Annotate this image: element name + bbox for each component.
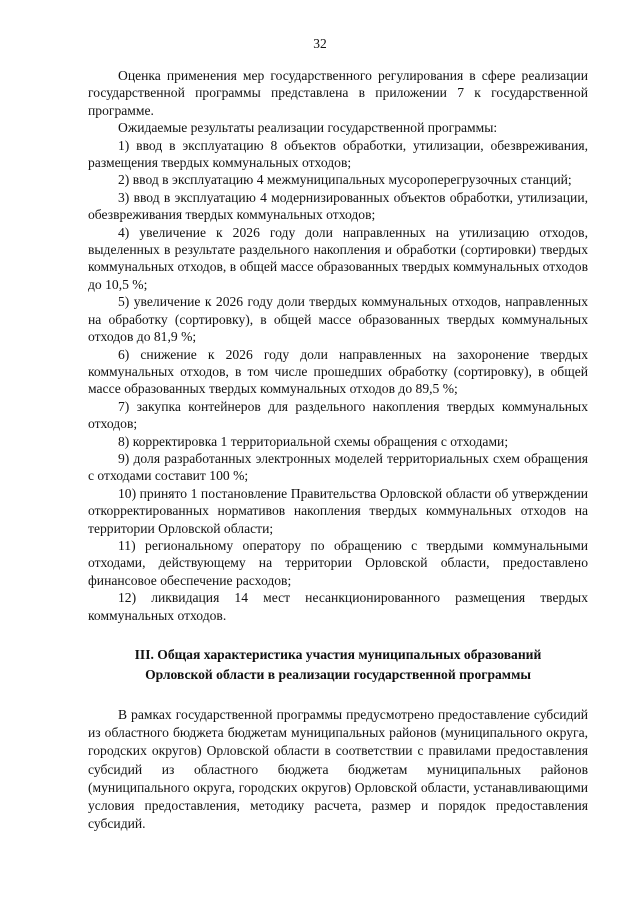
- section-heading-line-2: Орловской области в реализации государственной программы: [145, 667, 531, 682]
- result-item-11: 11) региональному оператору по обращению с твердыми коммунальными отходами, действующему на территории Орловской области, предоставлено финансовое обеспечение расходов;: [88, 537, 588, 588]
- section-paragraph: В рамках государственной программы предусмотрено предоставление субсидий из областного бюджета бюджетам муниципальных районов (муниципального округа, городских округов) Орловской области в соответствии с правилами предоставления субсидий из областного бюджета бюджетам муниципальных районов (муниципального округа, городских округов) Орловской области, устанавливающими условия предоставления, методику расчета, размер и порядок предоставления субсидий.: [88, 707, 588, 832]
- result-item-9: 9) доля разработанных электронных моделей территориальных схем обращения с отходами составит 100 %;: [88, 450, 588, 484]
- result-item-2: 2) ввод в эксплуатацию 4 межмуниципальных мусороперегрузочных станций;: [118, 172, 572, 188]
- section-heading: [88, 645, 588, 685]
- result-item-4: 4) увеличение к 2026 году доли направленных на утилизацию отходов, выделенных в результате раздельного накопления и обработки (сортировки) твердых коммунальных отходов, в общей массе образованных твердых коммунальных отходов до 10,5 %;: [88, 224, 588, 292]
- section-heading-line-1: III. Общая характеристика участия муниципальных образований: [134, 647, 542, 662]
- result-item-1: 1) ввод в эксплуатацию 8 объектов обработки, утилизации, обезвреживания, размещения твердых коммунальных отходов;: [88, 137, 588, 171]
- result-item-10: 10) принято 1 постановление Правительства Орловской области об утверждении откорректированных нормативов накопления твердых коммунальных отходов на территории Орловской области;: [88, 485, 588, 536]
- result-item-12: 12) ликвидация 14 мест несанкционированного размещения твердых коммунальных отходов.: [88, 590, 588, 623]
- result-item-7: 7) закупка контейнеров для раздельного накопления твердых коммунальных отходов;: [88, 398, 588, 432]
- result-item-5: 5) увеличение к 2026 году доли твердых коммунальных отходов, направленных на обработку (сортировку), в общей массе образованных твердых коммунальных отходов до 81,9 %;: [88, 294, 588, 345]
- results-intro: Ожидаемые результаты реализации государственной программы:: [118, 120, 498, 136]
- document-body: [88, 67, 588, 833]
- result-item-6: 6) снижение к 2026 году доли направленных на захоронение твердых коммунальных отходов, в том числе прошедших обработку (сортировку), в общей массе образованных твердых коммунальных отходов до 89,5 %;: [88, 346, 588, 397]
- result-item-3: 3) ввод в эксплуатацию 4 модернизированных объектов обработки, утилизации, обезвреживания твердых коммунальных отходов;: [88, 189, 588, 223]
- intro-paragraph: Оценка применения мер государственного регулирования в сфере реализации государственной программы представлена в приложении 7 к государственной программе.: [88, 68, 588, 118]
- page-number: 32: [313, 36, 327, 51]
- result-item-8: 8) корректировка 1 территориальной схемы обращения с отходами;: [118, 433, 509, 449]
